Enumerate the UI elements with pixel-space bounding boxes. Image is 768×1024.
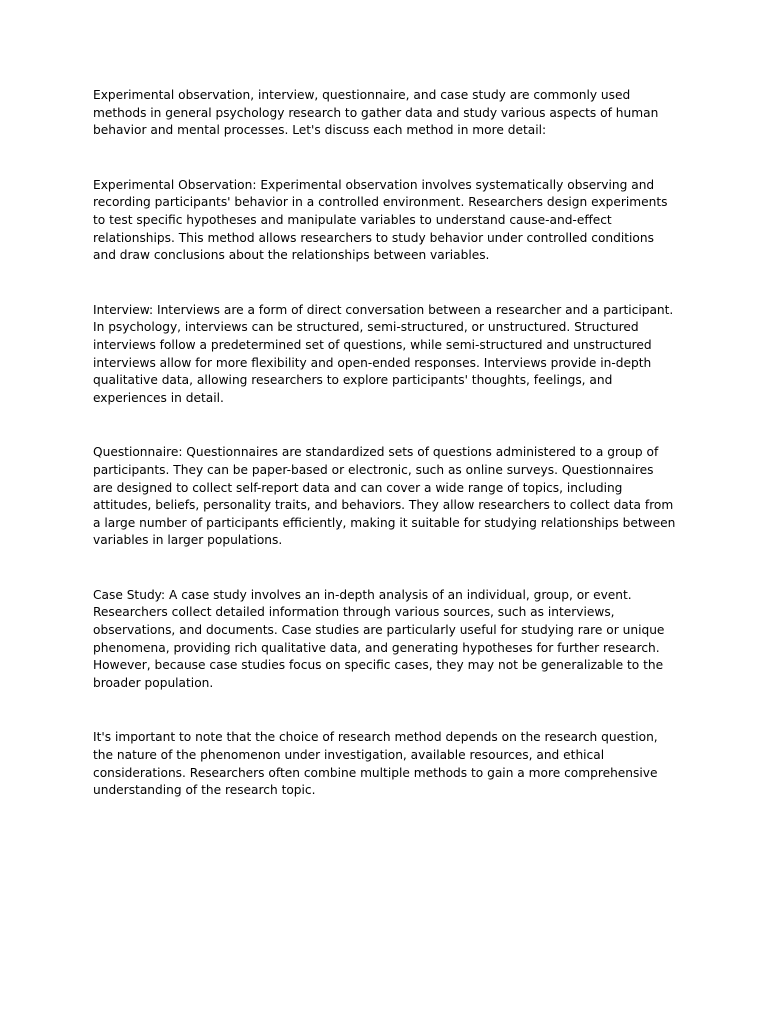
interview-paragraph: Interview: Interviews are a form of direct conversation between a researcher and a participant. In psychology, interviews can be structured, semi-structured, or unstructured. Structured interviews follow a predetermined set of questions, while semi-structured and unstructured interviews allow for more flexibility and open-ended responses. Interviews provide in-depth qualitative data, allowing researchers to explore participants' thoughts, feelings, and experiences in detail. bbox=[93, 302, 674, 405]
experimental-observation-paragraph: Experimental Observation: Experimental observation involves systematically observing and recording participants' behavior in a controlled environment. Researchers design experiments to test specific hypotheses and manipulate variables to understand cause-and-effect relationships. This method allows researchers to study behavior under controlled conditions and draw conclusions about the relationships between variables. bbox=[93, 177, 668, 263]
questionnaire-paragraph: Questionnaire: Questionnaires are standardized sets of questions administered to a group of participants. They can be paper-based or electronic, such as online surveys. Questionnaires are designed to collect self-report data and can cover a wide range of topics, including attitudes, beliefs, personality traits, and behaviors. They allow researchers to collect data from a large number of participants efficiently, making it suitable for studying relationships between variables in larger populations. bbox=[93, 445, 676, 548]
intro-paragraph: Experimental observation, interview, questionnaire, and case study are commonly used methods in general psychology research to gather data and study various aspects of human behavior and mental processes. Let's discuss each method in more detail: bbox=[93, 88, 659, 138]
document-body bbox=[93, 87, 677, 800]
conclusion-paragraph: It's important to note that the choice of research method depends on the research question, the nature of the phenomenon under investigation, available resources, and ethical considerations. Researchers often combine multiple methods to gain a more comprehensive understanding of the research topic. bbox=[93, 730, 658, 798]
case-study-paragraph: Case Study: A case study involves an in-depth analysis of an individual, group, or event. Researchers collect detailed information through various sources, such as interviews, observations, and documents. Case studies are particularly useful for studying rare or unique phenomena, providing rich qualitative data, and generating hypotheses for further research. However, because case studies focus on specific cases, they may not be generalizable to the broader population. bbox=[93, 587, 665, 690]
